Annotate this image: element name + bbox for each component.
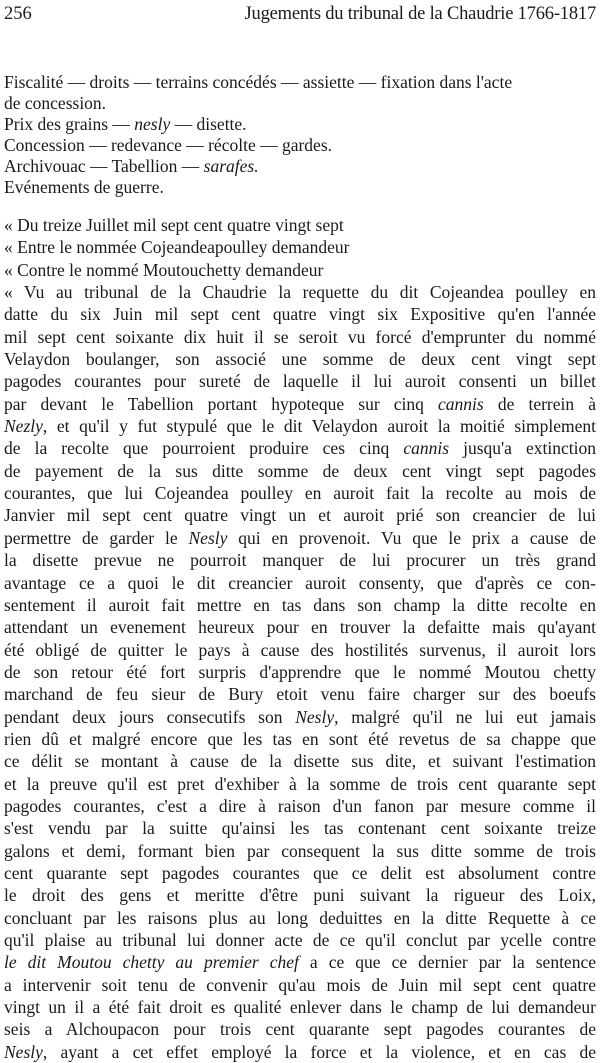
text-run: — disette. [170, 114, 247, 134]
text-line [4, 817, 596, 839]
page-number: 256 [4, 4, 32, 24]
text-line [4, 951, 596, 973]
text-line [4, 572, 596, 594]
italic-term: cannis [438, 393, 484, 414]
text-run: , ayant a cet effet employé la force et la violence, et en cas de [42, 1041, 596, 1062]
text-run: rien dû et malgré encore que les tas en sont été revetus de sa chappe que [4, 728, 596, 749]
text-run: ce délit se montant à cause de la disette sus dite, et suivant l'estimation [4, 751, 596, 772]
text-line [4, 393, 596, 415]
text-run: pendant deux jours consecutifs son [4, 706, 296, 727]
italic-term: sarafes. [203, 156, 259, 176]
text-line [4, 884, 596, 906]
text-line [4, 460, 596, 482]
text-line [4, 259, 596, 281]
text-run: permettre de garder le [4, 527, 189, 548]
text-line [4, 639, 596, 661]
text-run: la disette prevue ne pourroit manquer de lui procurer un très grand [4, 550, 596, 571]
text-run: courantes, que lui Cojeandea poulley en auroit fait la recolte au mois de [4, 483, 596, 504]
text-run: de la recolte que pourroient produire ces cinq [4, 438, 404, 459]
text-run: « Entre le nommée Cojeandeapoulley demandeur [4, 237, 350, 258]
text-run: pagodes courantes pour sureté de laquelle il lui auroit consenti un billet [4, 371, 596, 392]
text-run: pagodes courantes, c'est a dire à raison d'un fanon par mesure comme il [4, 795, 596, 816]
text-run: le droit des gens et meritte d'être puni suivant la rigueur des Loix, [4, 885, 596, 906]
text-line [4, 326, 596, 348]
text-line [4, 683, 596, 705]
text-line [4, 370, 596, 392]
text-run: Archivouac — Tabellion — [4, 156, 204, 176]
keyword-line [4, 177, 596, 198]
text-line [4, 929, 596, 951]
text-run: vingt un il a été fait droit es qualité enlever dans le champ de lui demandeur [4, 997, 596, 1018]
text-run: Concession — redevance — récolte — gardes. [4, 135, 333, 155]
text-line [4, 1041, 596, 1063]
text-run: jusqu'a extinction [449, 438, 596, 459]
text-run: « Du treize Juillet mil sept cent quatre vingt sept [4, 215, 344, 235]
text-run: de payement de la sus ditte somme de deux cent vingt sept pagodes [4, 460, 596, 481]
text-run: a ce que ce dernier par la sentence [298, 952, 596, 973]
text-line [4, 303, 596, 325]
text-run: été obligé de quitter le pays à cause des hostilités survenus, il auroit lors [4, 639, 596, 660]
text-run: marchand de feu sieur de Bury etoit venu faire charger sur des boeufs [4, 684, 596, 705]
text-run: Evénements de guerre. [4, 177, 164, 197]
judgment-text [4, 214, 596, 1063]
text-run: s'est vendu par la suitte qu'ainsi les tas contenant cent soixante treize [4, 818, 596, 839]
text-run: de concession. [4, 93, 107, 113]
text-line [4, 795, 596, 817]
page-header [4, 2, 596, 30]
text-line [4, 996, 596, 1018]
text-line [4, 1018, 596, 1040]
keyword-line [4, 156, 596, 177]
text-run: seis a Alchoupacon pour trois cent quarante sept pagodes courantes de [4, 1019, 596, 1040]
italic-term: nesly [134, 114, 171, 134]
text-line [4, 549, 596, 571]
keywords-block [4, 72, 596, 198]
text-run: Janvier mil sept cent quatre vingt un et auroit prié son creancier de lui [4, 505, 596, 526]
text-run: a intervenir soit tenu de convenir qu'au mois de Juin mil sept cent quatre [4, 974, 596, 995]
text-run: mil sept cent soixante dix huit il se seroit vu forcé d'emprunter du nommé [4, 326, 596, 347]
italic-term: Nesly [295, 706, 335, 727]
text-line [4, 482, 596, 504]
text-run: de son retour été fort surpris d'apprendre que le nommé Moutou chetty [4, 661, 596, 682]
text-line [4, 750, 596, 772]
text-run: concluant par les raisons plus au long deduittes en la ditte Requette à ce [4, 907, 596, 928]
text-run: qui en provenoit. Vu que le prix a cause de [227, 527, 596, 548]
text-line [4, 661, 596, 683]
text-line [4, 974, 596, 996]
text-line [4, 862, 596, 884]
italic-term: Nesly [188, 527, 228, 548]
keyword-line [4, 114, 596, 135]
italic-term: Nezly [4, 416, 43, 437]
text-line [4, 616, 596, 638]
text-run: Velaydon boulanger, son associé une somme de deux cent vingt sept [4, 349, 596, 370]
text-line [4, 348, 596, 370]
text-run: Prix des grains — [4, 114, 135, 134]
text-run: galons et demi, formant bien par consequent la sus ditte somme de trois [4, 840, 596, 861]
italic-term: le dit Moutou chetty au premier chef [4, 952, 299, 973]
text-run: , et qu'il y fut stypulé que le dit Velaydon auroit la moitié simplement [42, 416, 596, 437]
keyword-line [4, 72, 596, 93]
text-line [4, 907, 596, 929]
text-run: par devant le Tabellion portant hypoteque sur cinq [4, 393, 439, 414]
text-run: sentement il auroit fait mettre en tas dans son champ la ditte recolte en [4, 594, 596, 615]
text-run: de terrein à [483, 393, 596, 414]
text-line [4, 281, 596, 303]
text-line [4, 437, 596, 459]
text-run: avantage ce a quoi le dit creancier auroit consenty, que d'après ce con- [4, 572, 596, 593]
text-run: Fiscalité — droits — terrains concédés — assiette — fixation dans l'acte [4, 72, 513, 92]
text-line [4, 214, 596, 236]
text-run: datte du six Juin mil sept cent quatre vingt six Expositive qu'en l'année [4, 304, 596, 325]
italic-term: Nesly [4, 1041, 43, 1062]
text-run: cent quarante sept pagodes courantes que ce delit est absolument contre [4, 862, 596, 883]
text-line [4, 415, 596, 437]
keyword-line [4, 135, 596, 156]
running-title: Jugements du tribunal de la Chaudrie 1766-1817 [244, 4, 596, 24]
text-run: qu'il plaise au tribunal lui donner acte de ce qu'il conclut par ycelle contre [4, 930, 596, 950]
text-line [4, 728, 596, 750]
text-run: « Contre le nommé Moutouchetty demandeur [4, 259, 324, 280]
text-line [4, 236, 596, 258]
text-line [4, 527, 596, 549]
text-line [4, 773, 596, 795]
text-run: , malgré qu'il ne lui eut jamais [334, 706, 597, 727]
text-line [4, 840, 596, 862]
text-run: « Vu au tribunal de la Chaudrie la requette du dit Cojeandea poulley en [4, 282, 596, 303]
italic-term: cannis [403, 438, 450, 459]
text-run: et la preuve qu'il est pret d'exhiber à la somme de trois cent quarante sept [4, 773, 596, 794]
keyword-line [4, 93, 596, 114]
text-line [4, 504, 596, 526]
text-line [4, 594, 596, 616]
text-line [4, 706, 596, 728]
text-run: attendant un evenement heureux pour en trouver la defaitte mais qu'ayant [4, 617, 596, 638]
